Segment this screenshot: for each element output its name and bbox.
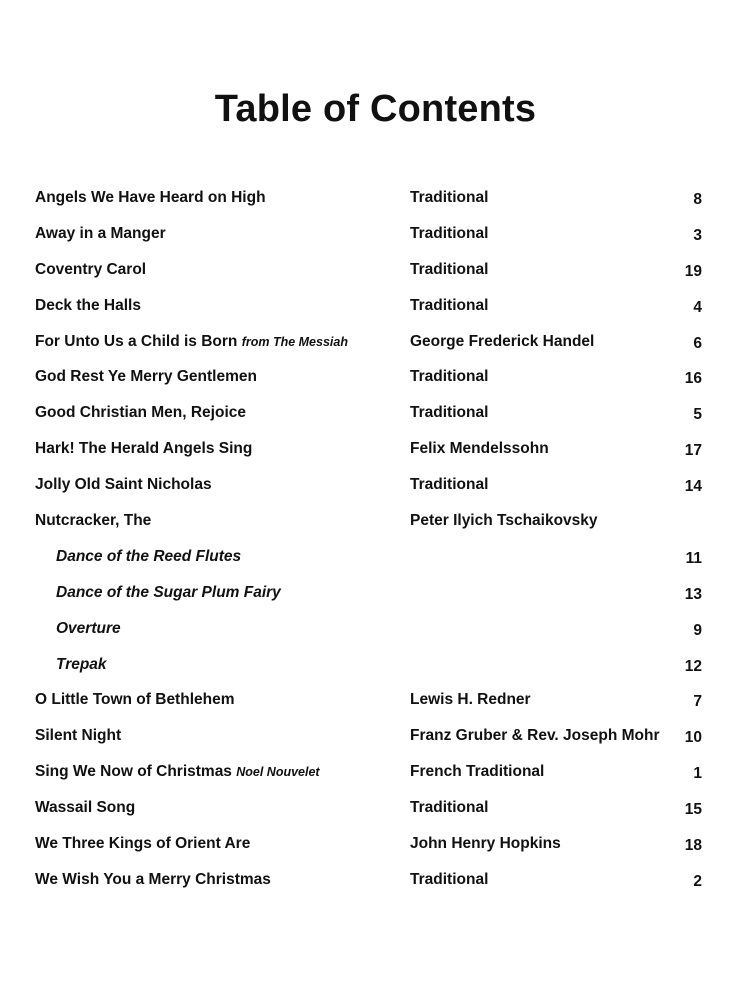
entry-composer: George Frederick Handel xyxy=(410,332,595,350)
entry-title xyxy=(56,584,281,602)
entry-page-number: 11 xyxy=(685,549,702,567)
entry-title-text: Trepak xyxy=(56,655,107,673)
entry-title xyxy=(35,368,257,386)
entry-title xyxy=(35,871,271,889)
entry-title xyxy=(35,261,146,279)
entry-composer: French Traditional xyxy=(410,763,545,781)
entry-page-number: 14 xyxy=(684,478,702,496)
entry-composer: Traditional xyxy=(410,404,489,422)
entry-page-number: 12 xyxy=(684,657,702,675)
toc-entry xyxy=(0,396,751,432)
toc-subentry xyxy=(0,576,751,612)
entry-title-text: For Unto Us a Child is Born xyxy=(35,332,238,350)
entry-title xyxy=(35,476,212,494)
entry-title-text: We Wish You a Merry Christmas xyxy=(35,870,271,888)
toc-entry xyxy=(0,791,751,827)
entry-page-number: 3 xyxy=(693,226,702,244)
entry-composer: Traditional xyxy=(410,224,489,242)
entry-composer: Lewis H. Redner xyxy=(410,691,531,709)
entry-composer: John Henry Hopkins xyxy=(410,835,561,853)
entry-title-text: God Rest Ye Merry Gentlemen xyxy=(35,368,257,386)
entry-title-text: Silent Night xyxy=(35,727,122,745)
toc-entry xyxy=(0,719,751,755)
entry-title xyxy=(35,727,121,745)
entry-title xyxy=(35,333,348,351)
toc-subentry xyxy=(0,540,751,576)
toc-entry xyxy=(0,468,751,504)
entry-page-number: 2 xyxy=(693,872,702,890)
toc-entry xyxy=(0,827,751,863)
entry-title xyxy=(35,440,252,458)
entry-page-number: 7 xyxy=(693,693,702,711)
entry-composer: Traditional xyxy=(410,260,489,278)
toc-entry xyxy=(0,325,751,361)
entry-composer: Traditional xyxy=(410,476,489,494)
entry-title-text: Overture xyxy=(56,619,121,637)
entry-page-number: 1 xyxy=(693,765,702,783)
entry-composer: Peter Ilyich Tschaikovsky xyxy=(410,512,598,530)
toc-entry xyxy=(0,181,751,217)
entry-title xyxy=(56,656,107,674)
entry-title xyxy=(35,835,250,853)
entry-title xyxy=(56,548,241,566)
entry-title-text: Sing We Now of Christmas xyxy=(35,763,232,781)
entry-title-text: Good Christian Men, Rejoice xyxy=(35,404,246,422)
entry-title-text: Jolly Old Saint Nicholas xyxy=(35,476,212,494)
toc-entry xyxy=(0,504,751,540)
toc-entry xyxy=(0,432,751,468)
toc-entry xyxy=(0,217,751,253)
entry-title-text: O Little Town of Bethlehem xyxy=(35,691,235,709)
entry-title-text: We Three Kings of Orient Are xyxy=(35,835,251,853)
toc-subentry xyxy=(0,648,751,684)
entry-title xyxy=(35,799,135,817)
entry-composer: Traditional xyxy=(410,870,489,888)
entry-title xyxy=(56,620,121,638)
entry-composer: Traditional xyxy=(410,799,489,817)
entry-page-number: 6 xyxy=(693,334,702,352)
entry-page-number: 4 xyxy=(693,298,702,316)
entry-title xyxy=(35,763,320,781)
entry-page-number: 5 xyxy=(693,406,702,424)
entry-page-number: 17 xyxy=(684,442,702,460)
entry-title-text: Nutcracker, The xyxy=(35,512,152,530)
entry-page-number: 13 xyxy=(684,585,702,603)
entry-composer: Traditional xyxy=(410,296,489,314)
entry-title-text: Coventry Carol xyxy=(35,260,147,278)
entry-title xyxy=(35,297,141,315)
entry-page-number: 16 xyxy=(684,370,702,388)
toc-subentry xyxy=(0,612,751,648)
entry-composer: Traditional xyxy=(410,189,489,206)
entry-title xyxy=(35,189,266,207)
entry-title-text: Away in a Manger xyxy=(35,224,166,242)
entry-title-text: Angels We Have Heard on High xyxy=(35,189,266,206)
entry-title-text: Dance of the Reed Flutes xyxy=(56,547,242,565)
entry-title xyxy=(35,404,246,422)
entry-title xyxy=(35,512,151,530)
entry-page-number: 10 xyxy=(684,729,702,747)
entry-composer: Felix Mendelssohn xyxy=(410,440,549,458)
entry-title-text: Hark! The Herald Angels Sing xyxy=(35,440,253,458)
toc-entry xyxy=(0,755,751,791)
entry-page-number: 18 xyxy=(684,837,702,855)
entry-page-number: 8 xyxy=(693,191,702,208)
entry-page-number: 9 xyxy=(693,621,702,639)
toc-entry xyxy=(0,683,751,719)
entry-title-text: Deck the Halls xyxy=(35,296,141,314)
entry-page-number: 19 xyxy=(684,262,702,280)
entry-title xyxy=(35,691,235,709)
entry-note: from The Messiah xyxy=(241,334,348,349)
table-of-contents xyxy=(0,181,751,899)
toc-entry xyxy=(0,863,751,899)
entry-note: Noel Nouvelet xyxy=(236,765,320,780)
toc-entry xyxy=(0,360,751,396)
entry-title-text: Wassail Song xyxy=(35,799,136,817)
entry-page-number: 15 xyxy=(684,801,702,819)
entry-composer: Traditional xyxy=(410,368,489,386)
entry-title xyxy=(35,225,166,243)
toc-entry xyxy=(0,289,751,325)
entry-composer: Franz Gruber & Rev. Joseph Mohr xyxy=(410,727,660,745)
toc-entry xyxy=(0,253,751,289)
entry-title-text: Dance of the Sugar Plum Fairy xyxy=(56,583,281,601)
page-title: Table of Contents xyxy=(214,88,537,130)
